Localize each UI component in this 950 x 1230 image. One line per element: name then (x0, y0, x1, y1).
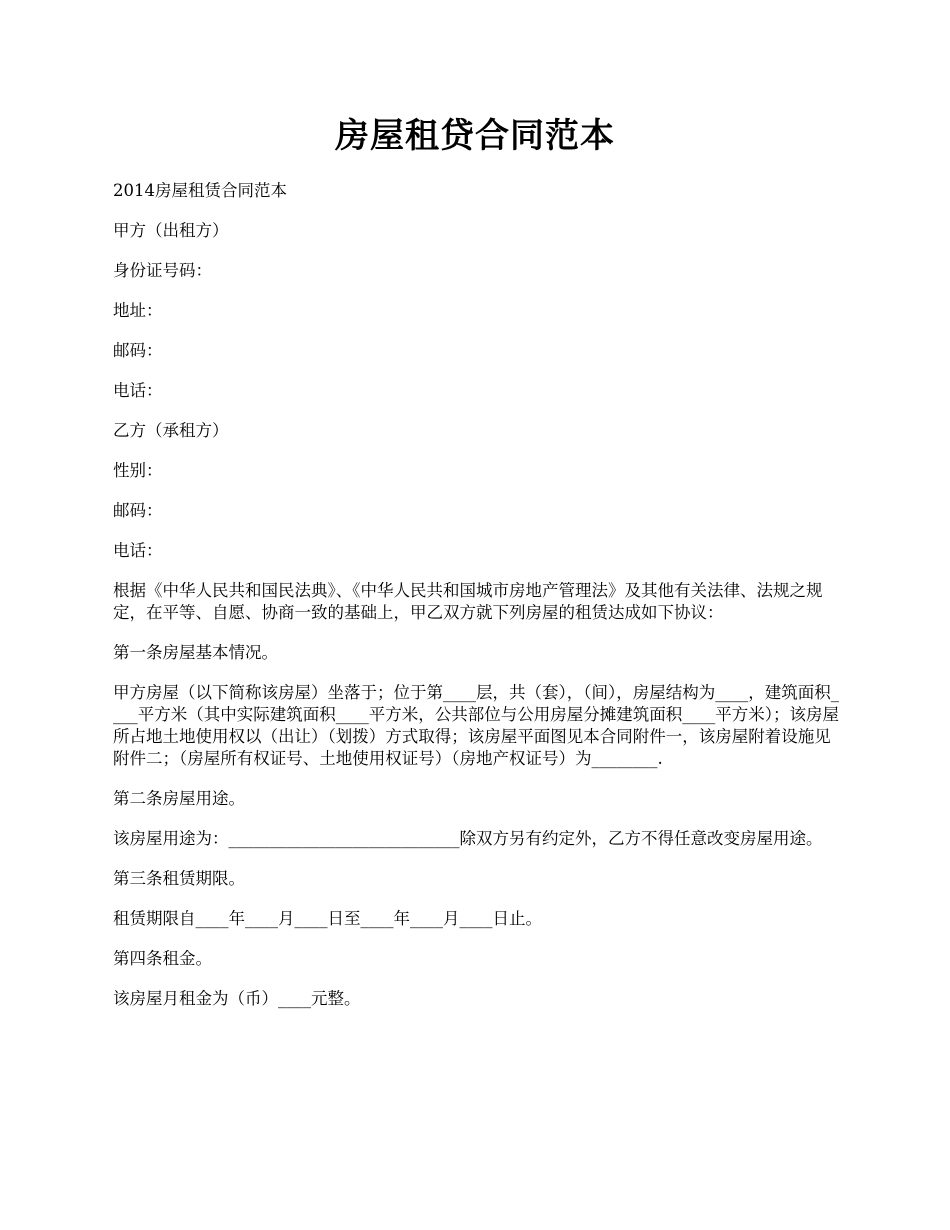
subtitle-line: 2014房屋租赁合同范本 (113, 181, 287, 200)
article-3-body: 租赁期限自____年____月____日至____年____月____日止。 (113, 909, 542, 928)
party-b-postcode: 邮码： (113, 501, 163, 520)
document-body (113, 180, 843, 1028)
article-4-body: 该房屋月租金为（币）____元整。 (113, 989, 361, 1008)
article-1-body: 甲方房屋（以下简称该房屋）坐落于；位于第____层，共（套），（间），房屋结构为____，建筑面积____平方米（其中实际建筑面积____平方米，公共部位与公用房屋分摊建筑面积____平方米）；该房屋所占地土地使用权以（出让）（划拨）方式取得；该房屋平面图见本合同附件一，该房屋附着设施见附件二；（房屋所有权证号、土地使用权证号）（房地产权证号）为________. (113, 683, 839, 768)
party-b-phone: 电话： (113, 541, 163, 560)
party-a-phone: 电话： (113, 381, 163, 400)
article-2-heading: 第二条房屋用途。 (113, 789, 245, 808)
document-title: 房屋租贷合同范本 (335, 116, 615, 156)
article-2-body: 该房屋用途为：____________________________除双方另有约定外，乙方不得任意改变房屋用途。 (113, 829, 823, 848)
party-a-address: 地址： (113, 301, 163, 320)
party-b-gender: 性别： (113, 461, 163, 480)
article-1-heading: 第一条房屋基本情况。 (113, 643, 278, 662)
preamble-paragraph: 根据《中华人民共和国民法典》、《中华人民共和国城市房地产管理法》及其他有关法律、法规之规定，在平等、自愿、协商一致的基础上，甲乙双方就下列房屋的租赁达成如下协议： (113, 581, 823, 622)
party-b-heading: 乙方（承租方） (113, 421, 229, 440)
article-4-heading: 第四条租金。 (113, 949, 212, 968)
article-3-heading: 第三条租赁期限。 (113, 869, 245, 888)
party-a-id-number: 身份证号码： (113, 261, 212, 280)
party-a-postcode: 邮码： (113, 341, 163, 360)
party-a-heading: 甲方（出租方） (113, 221, 229, 240)
